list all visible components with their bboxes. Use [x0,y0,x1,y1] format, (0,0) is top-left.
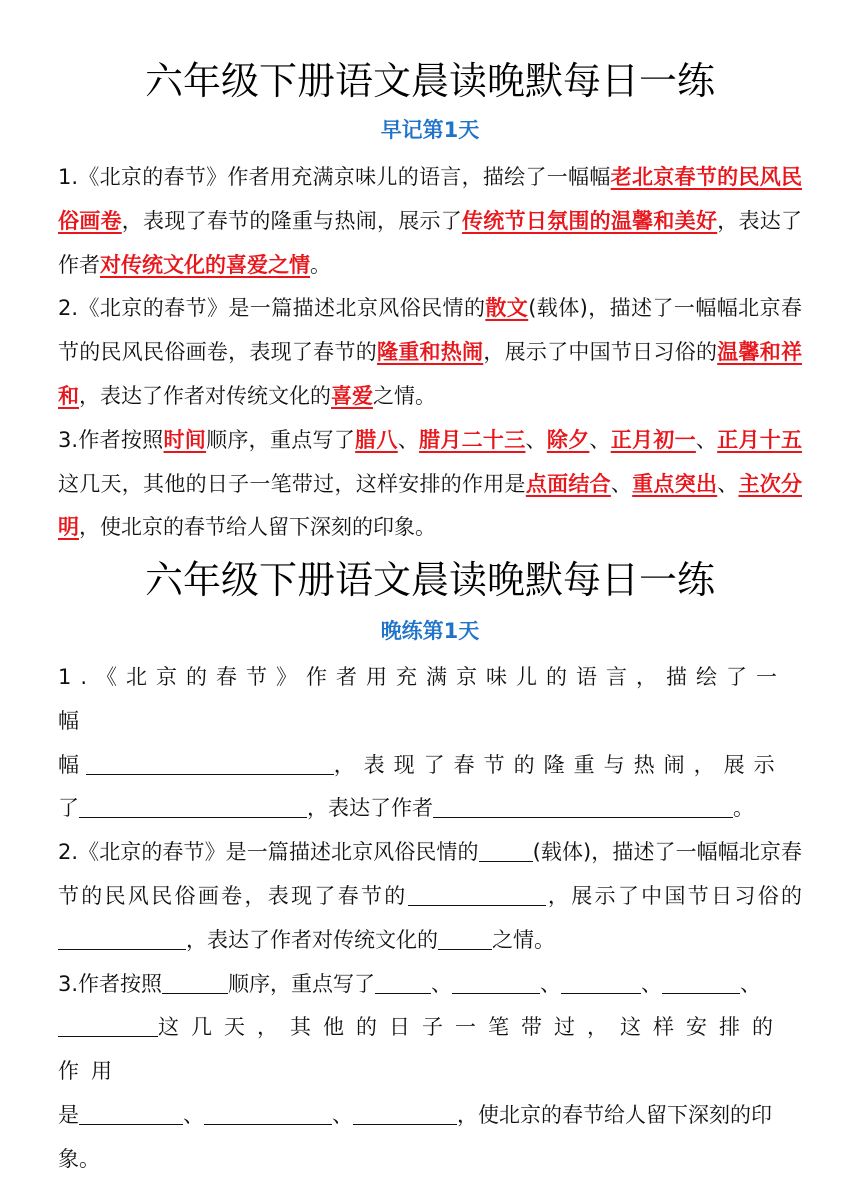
morning-question-3 [58,419,802,550]
answer: 温馨和祥和 [58,340,803,408]
evening-questions [58,656,802,1182]
text: ，表达了作者对传统文化的 [79,383,331,408]
text: ，展示了中国节日习俗的 [483,340,718,365]
text: 2.《北京的春节》是一篇描述北京风俗民情的 [58,840,479,865]
text: (载体)，描述了一幅幅北京春节的民风民俗画卷，表现了春节的 [58,296,802,365]
answer: 喜爱 [331,383,373,408]
morning-question-1 [58,156,802,287]
answer: 腊月二十三 [419,427,526,452]
text: (载体)，描述了一幅幅北京春节的民风民俗画卷，表现了春节的 [58,840,802,908]
answer: 隆重和热闹 [376,340,484,365]
fill-blank[interactable] [58,927,186,950]
text: 1.《北京的春节》作者用充满京味儿的语言，描绘了一幅幅 [58,165,611,189]
text: 顺序，重点写了 [206,427,356,452]
answer: 时间 [163,427,207,452]
text: 3.作者按照 [58,971,163,996]
fill-blank[interactable] [452,971,540,994]
fill-blank[interactable] [438,927,492,950]
fill-blank[interactable] [561,971,641,994]
fill-blank[interactable] [353,1102,457,1125]
text: ，表达了作者 [58,208,803,277]
evening-question-3 [58,963,802,1182]
separator: 、 [431,971,453,996]
answer: 点面结合 [525,471,611,496]
text: ，展示了中国节日习俗的 [545,883,803,908]
text: ，表现了春节的隆重与热闹，展示了 [121,208,463,233]
text: 幅 [58,752,79,777]
fill-blank[interactable] [375,971,431,994]
fill-blank[interactable] [204,1102,332,1125]
fill-blank[interactable] [408,883,546,906]
answer: 对传统文化的喜爱之情 [100,252,310,277]
text: 3.作者按照 [58,427,164,452]
subtitle-evening: 晚练第1天 [380,619,480,643]
separator: 、 [525,427,547,452]
page-title-morning: 六年级下册语文晨读晚默每日一练 [144,59,715,103]
subtitle-morning: 早记第1天 [380,118,480,142]
answer: 腊八 [355,427,398,452]
text: 。 [733,796,754,821]
text: 之情。 [492,927,555,952]
text: ，表达了作者 [307,796,433,821]
separator: 、 [332,1102,353,1127]
answer: 除夕 [546,427,590,452]
page-title-evening: 六年级下册语文晨读晚默每日一练 [144,558,715,602]
answer: 正月初一 [610,427,696,452]
separator: 、 [610,471,633,496]
text: 之情。 [373,383,436,408]
evening-question-1 [58,656,802,831]
separator: 、 [540,971,562,996]
text: 这几天，其他的日子一笔带过，这样安排的作用是 [58,471,526,496]
text: 2.《北京的春节》是一篇描述北京风俗民情的 [58,296,486,321]
text: 。 [310,252,331,277]
morning-questions [58,156,802,550]
answer: 散文 [485,296,529,321]
answer: 重点突出 [632,471,718,496]
separator: 、 [717,471,739,496]
text: ，表达了作者对传统文化的 [186,927,438,952]
answer: 老北京春节的民风民俗画卷 [58,165,802,233]
answer: 正月十五 [717,427,803,452]
fill-blank[interactable] [433,795,733,818]
text: 顺序，重点写了 [228,971,376,996]
separator: 、 [641,971,663,996]
separator: 、 [695,427,718,452]
text: ，使北京的春节给人留下深刻的印象。 [79,515,436,540]
evening-question-2 [58,831,802,962]
text: 1.《北京的春节》作者用充满京味儿的语言，描绘了一幅 [58,665,787,733]
text: 了 [58,796,79,821]
fill-blank[interactable] [662,971,740,994]
morning-question-2 [58,287,802,418]
fill-blank[interactable] [58,1014,158,1037]
text: ，表现了春节的隆重与热闹，展示 [333,752,784,777]
text: 是 [58,1102,79,1127]
separator: 、 [183,1102,204,1127]
fill-blank[interactable] [162,971,228,994]
text: 这几天，其他的日子一笔带过，这样安排的作用 [58,1015,785,1084]
fill-blank[interactable] [86,752,334,775]
separator: 、 [397,427,420,452]
separator: 、 [589,427,611,452]
answer: 主次分明 [58,471,803,540]
fill-blank[interactable] [479,839,533,862]
answer: 传统节日氛围的温馨和美好 [462,208,718,233]
fill-blank[interactable] [79,795,307,818]
fill-blank[interactable] [79,1102,183,1125]
separator: 、 [740,971,762,996]
text: ，使北京的春节给人留下深刻的印象。 [58,1102,772,1171]
